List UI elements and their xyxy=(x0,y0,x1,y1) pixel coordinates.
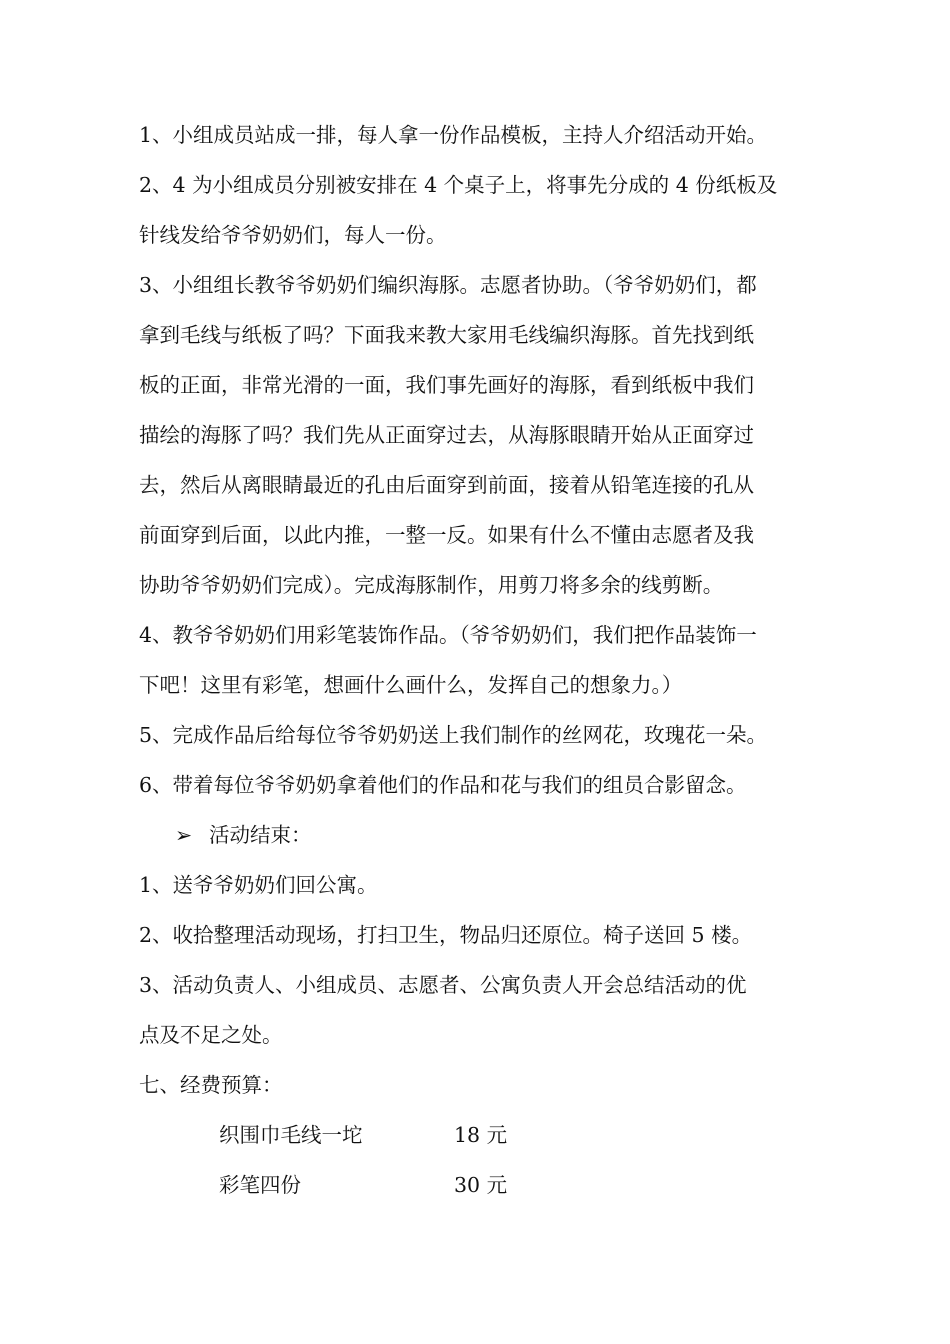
budget-row xyxy=(139,1160,815,1210)
text-line: 板的正面，非常光滑的一面，我们事先画好的海豚，看到纸板中我们 xyxy=(139,373,754,397)
text-line: 2、收拾整理活动现场，打扫卫生，物品归还原位。椅子送回 5 楼。 xyxy=(139,923,753,947)
arrow-bullet-icon: ➢ xyxy=(175,823,193,847)
text-line: 点及不足之处。 xyxy=(139,1023,283,1047)
budget-item-cost: 30 元 xyxy=(454,1173,508,1197)
text-line: 协助爷爷奶奶们完成）。完成海豚制作，用剪刀将多余的线剪断。 xyxy=(139,573,724,597)
budget-item-name: 彩笔四份 xyxy=(219,1173,301,1197)
text-line: 拿到毛线与纸板了吗？下面我来教大家用毛线编织海豚。首先找到纸 xyxy=(139,323,754,347)
budget-heading: 七、经费预算： xyxy=(139,1073,283,1097)
text-line: 1、小组成员站成一排，每人拿一份作品模板，主持人介绍活动开始。 xyxy=(139,123,768,147)
text-line: 4、教爷爷奶奶们用彩笔装饰作品。（爷爷奶奶们，我们把作品装饰一 xyxy=(139,623,757,647)
text-line: 去，然后从离眼睛最近的孔由后面穿到前面，接着从铅笔连接的孔从 xyxy=(139,473,754,497)
budget-row xyxy=(139,1110,815,1160)
text-line: 5、完成作品后给每位爷爷奶奶送上我们制作的丝网花，玫瑰花一朵。 xyxy=(139,723,768,747)
budget-item-cost: 18 元 xyxy=(454,1123,508,1147)
text-line: 6、带着每位爷爷奶奶拿着他们的作品和花与我们的组员合影留念。 xyxy=(139,773,747,797)
text-line: 下吧！这里有彩笔，想画什么画什么，发挥自己的想象力。） xyxy=(139,673,683,697)
text-line: 针线发给爷爷奶奶们，每人一份。 xyxy=(139,223,447,247)
budget-item-name: 织围巾毛线一坨 xyxy=(219,1123,363,1147)
section-heading-activity-end xyxy=(139,810,815,860)
section-title: 活动结束： xyxy=(209,823,312,847)
text-line: 前面穿到后面，以此内推，一整一反。如果有什么不懂由志愿者及我 xyxy=(139,523,754,547)
text-line: 1、送爷爷奶奶们回公寓。 xyxy=(139,873,378,897)
text-line: 描绘的海豚了吗？我们先从正面穿过去，从海豚眼睛开始从正面穿过 xyxy=(139,423,754,447)
text-line: 3、活动负责人、小组成员、志愿者、公寓负责人开会总结活动的优 xyxy=(139,973,747,997)
document-page xyxy=(139,110,815,1210)
text-line: 2、4 为小组成员分别被安排在 4 个桌子上，将事先分成的 4 份纸板及 xyxy=(139,173,778,197)
text-line: 3、小组组长教爷爷奶奶们编织海豚。志愿者协助。（爷爷奶奶们，都 xyxy=(139,273,757,297)
